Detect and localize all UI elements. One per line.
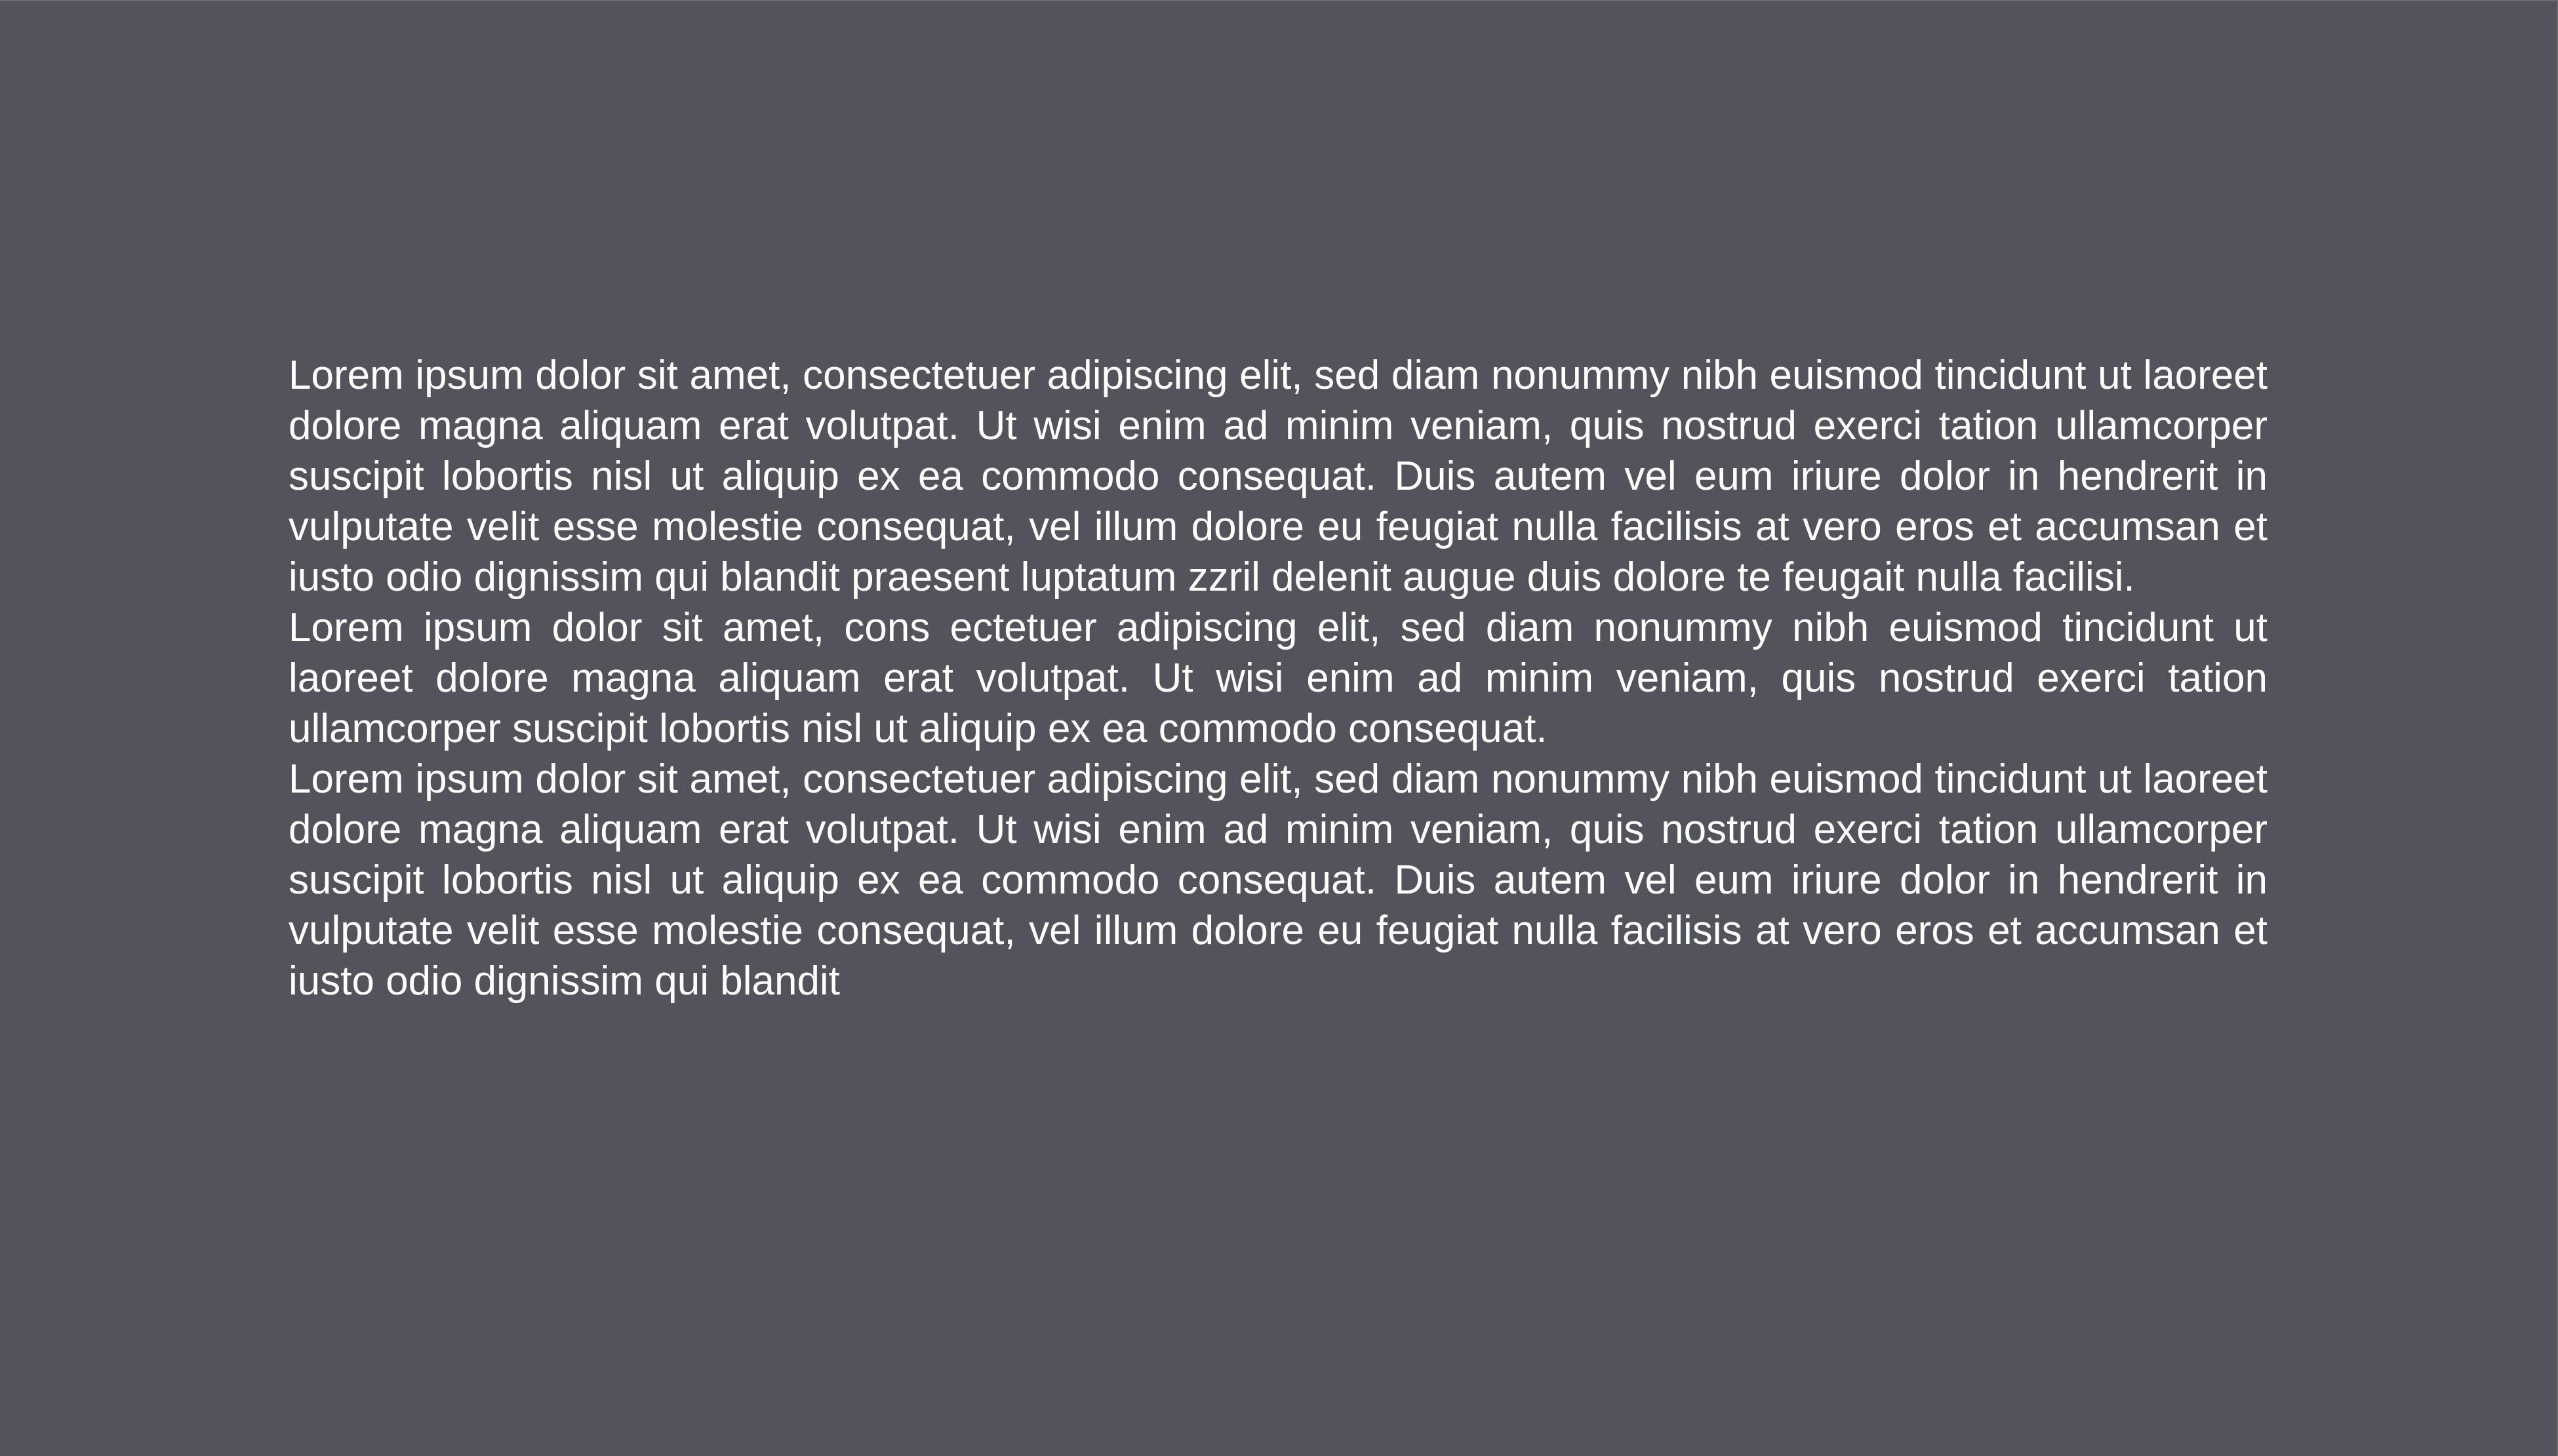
body-text-block bbox=[289, 350, 2268, 1006]
paragraph-3: Lorem ipsum dolor sit amet, consectetuer adipiscing elit, sed diam nonummy nibh euismod tincidunt ut laoreet dolore magna aliquam erat volutpat. Ut wisi enim ad minim veniam, quis nostrud exerci tation ullamcorper suscipit lobortis nisl ut aliquip ex ea commodo consequat. Duis autem vel eum iriure dolor in hendrerit in vulputate velit esse molestie consequat, vel illum dolore eu feugiat nulla facilisis at vero eros et accumsan et iusto odio dignissim qui blandit bbox=[289, 757, 2268, 1004]
paragraph-2: Lorem ipsum dolor sit amet, cons ectetuer adipiscing elit, sed diam nonummy nibh euismod tincidunt ut laoreet dolore magna aliquam erat volutpat. Ut wisi enim ad minim veniam, quis nostrud exerci tation ullamcorper suscipit lobortis nisl ut aliquip ex ea commodo consequat. bbox=[289, 605, 2268, 751]
paragraph-1: Lorem ipsum dolor sit amet, consectetuer adipiscing elit, sed diam nonummy nibh euismod tincidunt ut laoreet dolore magna aliquam erat volutpat. Ut wisi enim ad minim veniam, quis nostrud exerci tation ullamcorper suscipit lobortis nisl ut aliquip ex ea commodo consequat. Duis autem vel eum iriure dolor in hendrerit in vulputate velit esse molestie consequat, vel illum dolore eu feugiat nulla facilisis at vero eros et accumsan et iusto odio dignissim qui blandit praesent luptatum zzril delenit augue duis dolore te feugait nulla facilisi. bbox=[289, 353, 2268, 600]
